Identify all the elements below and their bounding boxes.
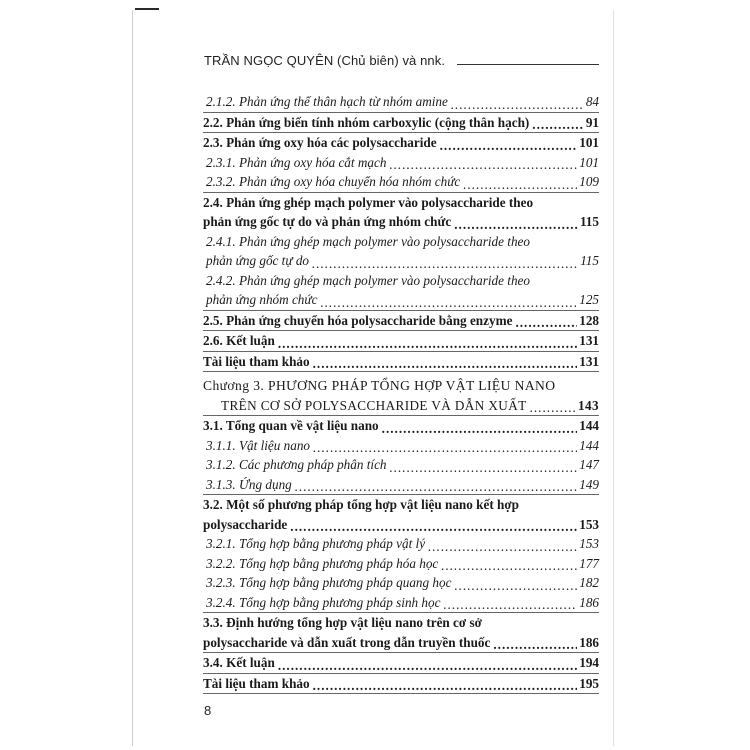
toc-entry-title: Tài liệu tham khảo: [203, 675, 310, 691]
toc-entry-page: 194: [579, 655, 599, 670]
toc-entry[interactable]: [203, 593, 599, 613]
toc-group-3-3: [203, 613, 599, 653]
dot-leader: [313, 359, 578, 369]
toc-entry[interactable]: [203, 113, 599, 133]
toc-entry[interactable]: [203, 674, 599, 694]
toc-entry-page: 91: [585, 114, 599, 130]
toc-entry-page: 131: [579, 353, 599, 369]
dot-leader: [493, 640, 577, 650]
toc-entry-title-line1: 2.4.2. Phản ứng ghép mạch polymer vào polysaccharide theo: [206, 272, 530, 288]
toc-entry-page: 109: [579, 174, 599, 189]
toc-entry[interactable]: [203, 232, 599, 271]
toc-entry[interactable]: [203, 416, 599, 436]
dot-leader: [320, 298, 577, 308]
toc-entry[interactable]: [203, 133, 599, 153]
toc-entry-page: 101: [579, 154, 599, 170]
toc-entry[interactable]: [203, 495, 599, 534]
toc-entry-page: 177: [579, 555, 599, 571]
toc-group-chapter-3: [203, 372, 599, 416]
toc-entry-title: 3.4. Kết luận: [203, 655, 275, 670]
toc-entry-page: 131: [579, 333, 599, 348]
toc-entry-title-line2: polysaccharide và dẫn xuất trong dẫn truyền thuốc: [203, 634, 491, 650]
toc-group-3-1: [203, 416, 599, 495]
toc-entry[interactable]: [203, 534, 599, 554]
toc-group-2-6: [203, 331, 599, 352]
toc-group-2-4: [203, 193, 599, 311]
toc-group-2-5: [203, 311, 599, 332]
toc-group-references-2: [203, 352, 599, 373]
dot-leader: [532, 120, 584, 130]
toc-group-references-3: [203, 674, 599, 695]
toc-entry-title: 2.5. Phản ứng chuyển hóa polysaccharide bằng enzyme: [203, 312, 513, 328]
toc-entry-page: 115: [580, 253, 599, 268]
toc-entry-page: 115: [579, 214, 599, 229]
chapter-title-line2: TRÊN CƠ SỞ POLYSACCHARIDE VÀ DẪN XUẤT: [221, 397, 527, 413]
header-rule: [457, 64, 599, 65]
toc-entry-title: 3.1.3. Ứng dụng: [206, 476, 292, 492]
toc-entry[interactable]: [203, 271, 599, 310]
running-header: [204, 48, 599, 68]
dot-leader: [441, 561, 577, 571]
toc-entry[interactable]: [203, 172, 599, 192]
toc-entry-title-line2: polysaccharide: [203, 516, 288, 532]
toc-group-2-2: [203, 113, 599, 134]
toc-entry-page: 153: [579, 536, 599, 551]
dot-leader: [515, 318, 577, 328]
toc-entry[interactable]: [203, 653, 599, 673]
dot-leader: [451, 100, 584, 110]
toc-entry[interactable]: [203, 331, 599, 351]
dot-leader: [313, 681, 578, 691]
toc-group-2-3: [203, 133, 599, 193]
dot-leader: [443, 600, 577, 610]
dot-leader: [278, 661, 577, 671]
toc-entry-title: 2.3. Phản ứng oxy hóa các polysaccharide: [203, 135, 437, 150]
toc-entry-title: 3.2.4. Tổng hợp bằng phương pháp sinh học: [206, 594, 441, 610]
toc-entry-chapter[interactable]: [203, 376, 599, 415]
chapter-title-line1: Chương 3. PHƯƠNG PHÁP TỔNG HỢP VẬT LIỆU NANO: [203, 378, 556, 393]
toc-entry[interactable]: [203, 613, 599, 652]
toc-entry-page: 182: [579, 575, 599, 590]
toc-entry-page: 143: [578, 397, 599, 413]
dot-leader: [382, 424, 578, 434]
toc-entry-page: 144: [579, 418, 599, 433]
toc-entry-page: 147: [579, 457, 599, 472]
toc-entry-title: 3.1.2. Các phương pháp phân tích: [206, 457, 387, 472]
toc-entry-page: 84: [585, 94, 599, 109]
toc-entry-page: 195: [579, 675, 599, 691]
toc-entry-title-line1: 3.3. Định hướng tổng hợp vật liệu nano trên cơ sở: [203, 615, 482, 630]
toc-entry-title: 2.2. Phản ứng biến tính nhóm carboxylic (cộng thân hạch): [203, 114, 530, 130]
toc-entry-title-line1: 2.4. Phản ứng ghép mạch polymer vào polysaccharide theo: [203, 194, 534, 210]
toc-group-3-2: [203, 495, 599, 613]
dot-leader: [440, 141, 578, 151]
toc-entry-title: 2.1.2. Phản ứng thế thân hạch từ nhóm amine: [206, 94, 448, 109]
toc-entry[interactable]: [203, 311, 599, 331]
dot-leader: [278, 339, 577, 349]
dot-leader: [389, 160, 577, 170]
toc-entry-page: 144: [579, 437, 599, 453]
dot-leader: [454, 581, 577, 591]
toc-entry[interactable]: [203, 455, 599, 475]
toc-entry[interactable]: [203, 193, 599, 232]
toc-entry[interactable]: [203, 436, 599, 456]
table-of-contents: [203, 92, 599, 694]
toc-entry-title-line2: phản ứng gốc tự do và phản ứng nhóm chức: [203, 214, 452, 229]
toc-entry-page: 186: [579, 634, 599, 650]
toc-entry-title-line1: 3.2. Một số phương pháp tổng hợp vật liệu nano kết hợp: [203, 497, 519, 512]
dot-leader: [428, 542, 577, 552]
page-number: 8: [204, 703, 212, 718]
toc-entry-page: 128: [579, 312, 599, 328]
toc-entry[interactable]: [203, 92, 599, 112]
toc-group-3-4: [203, 653, 599, 674]
toc-entry-page: 153: [579, 516, 599, 532]
toc-entry[interactable]: [203, 475, 599, 495]
running-title: TRẦN NGỌC QUYÊN (Chủ biên) và nnk.: [204, 53, 446, 68]
toc-entry-title: Tài liệu tham khảo: [203, 353, 310, 369]
toc-entry-title-line1: 2.4.1. Phản ứng ghép mạch polymer vào polysaccharide theo: [206, 233, 530, 249]
dot-leader: [290, 522, 577, 532]
toc-entry-page: 149: [579, 476, 599, 492]
toc-entry-title-line2: phản ứng gốc tự do: [206, 253, 310, 268]
dot-leader: [530, 403, 576, 413]
toc-entry-title: 3.2.2. Tổng hợp bằng phương pháp hóa học: [206, 555, 439, 571]
toc-entry-title: 2.3.1. Phản ứng oxy hóa cắt mạch: [206, 154, 387, 170]
toc-entry-title: 3.2.3. Tổng hợp bằng phương pháp quang học: [206, 575, 452, 590]
toc-entry[interactable]: [203, 554, 599, 574]
toc-entry-page: 125: [579, 292, 599, 307]
dot-leader: [390, 463, 578, 473]
dot-leader: [454, 220, 578, 230]
toc-entry[interactable]: [203, 352, 599, 372]
toc-entry[interactable]: [203, 573, 599, 593]
dot-leader: [295, 482, 577, 492]
toc-entry-title: 3.2.1. Tổng hợp bằng phương pháp vật lý: [206, 536, 426, 551]
toc-entry-title: 2.3.2. Phản ứng oxy hóa chuyển hóa nhóm chức: [206, 174, 461, 189]
toc-entry-title-line2: phản ứng nhóm chức: [206, 292, 318, 307]
toc-entry-page: 101: [579, 135, 599, 150]
dot-leader: [313, 443, 577, 453]
toc-entry-title: 3.1.1. Vật liệu nano: [206, 437, 311, 453]
toc-entry[interactable]: [203, 153, 599, 173]
dot-leader: [312, 259, 578, 269]
toc-group-2-1: [203, 92, 599, 113]
toc-entry-page: 186: [579, 594, 599, 610]
toc-entry-title: 3.1. Tổng quan về vật liệu nano: [203, 418, 379, 433]
toc-entry-title: 2.6. Kết luận: [203, 333, 275, 348]
dot-leader: [463, 180, 577, 190]
